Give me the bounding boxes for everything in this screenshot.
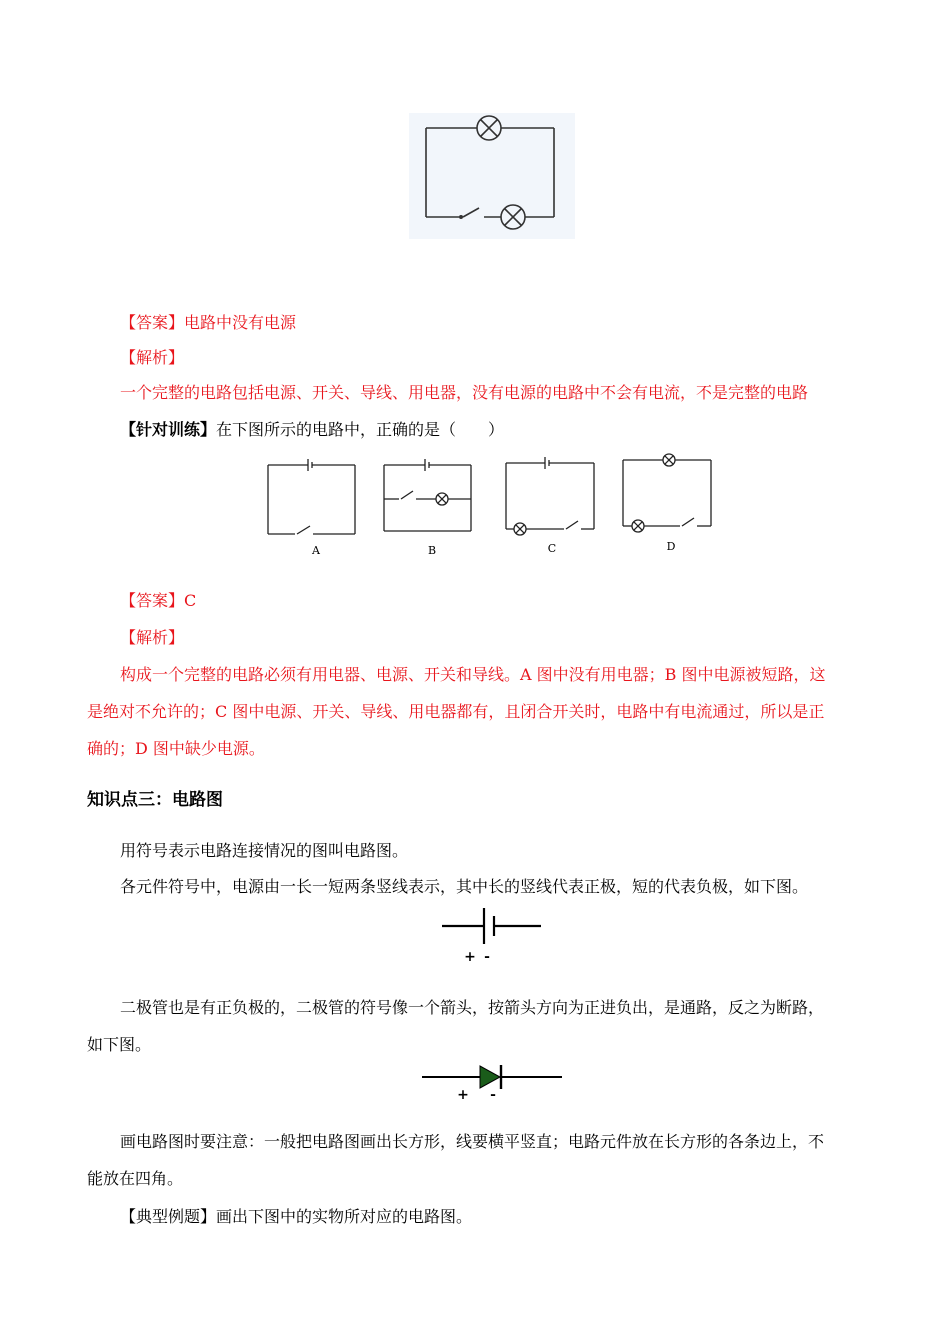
circuit-option-c (506, 457, 594, 535)
training-question (120, 419, 504, 441)
training-tag: 【针对训练】 (120, 420, 217, 439)
paragraph-drawing-rules-line-1: 画电路图时要注意：一般把电路图画出长方形，线要横平竖直；电路元件放在长方形的各条边上，不 (120, 1132, 825, 1151)
paragraph-diode-line-2: 如下图。 (87, 1035, 152, 1054)
diode-arrow (480, 1066, 500, 1088)
analysis-2-line-2: 是绝对不允许的；C 图中电源、开关、导线、用电器都有，且闭合开关时，电路中有电流通过，所以是正 (87, 702, 825, 721)
section-title: 知识点三：电路图 (87, 790, 223, 810)
example-question (120, 1206, 472, 1228)
analysis-2-line-1: 构成一个完整的电路必须有用电器、电源、开关和导线。A 图中没有用电器；B 图中电源被短路，这 (120, 665, 826, 684)
answer-2 (120, 590, 196, 612)
circuit-option-b (384, 459, 471, 531)
analysis-2-line-3: 确的；D 图中缺少电源。 (87, 739, 265, 758)
answer-2-tag: 【答案】 (120, 591, 185, 610)
diode-minus-label: - (490, 1087, 496, 1103)
option-label-c: C (547, 542, 557, 555)
analysis-1-tag: 【解析】 (120, 348, 185, 367)
battery-plus-label: + (464, 949, 476, 964)
circuit-option-a (268, 459, 355, 534)
example-text: 画出下图中的实物所对应的电路图。 (216, 1207, 473, 1226)
answer-2-text: C (184, 591, 197, 610)
circuit-option-d (623, 454, 711, 532)
option-label-a: A (312, 544, 320, 557)
circuit-figure-no-source (409, 113, 575, 239)
answer-1 (120, 312, 296, 334)
answer-1-text: 电路中没有电源 (184, 313, 297, 332)
battery-symbol (440, 906, 544, 964)
paragraph-circuit-diagram-definition: 用符号表示电路连接情况的图叫电路图。 (120, 841, 409, 860)
paragraph-drawing-rules-line-2: 能放在四角。 (87, 1169, 184, 1188)
battery-minus-label: - (484, 949, 490, 964)
training-text: 在下图所示的电路中，正确的是（ ） (216, 420, 505, 439)
analysis-1-text: 一个完整的电路包括电源、开关、导线、用电器，没有电源的电路中不会有电流，不是完整的电路 (120, 383, 809, 402)
option-label-d: D (666, 540, 676, 553)
paragraph-diode-line-1: 二极管也是有正负极的，二极管的符号像一个箭头，按箭头方向为正进负出，是通路，反之为断路， (120, 998, 825, 1017)
analysis-2-tag: 【解析】 (120, 628, 185, 647)
diode-plus-label: + (457, 1087, 469, 1103)
paragraph-battery-symbol: 各元件符号中，电源由一长一短两条竖线表示，其中长的竖线代表正极，短的代表负极，如下图。 (120, 877, 809, 896)
option-label-b: B (427, 544, 437, 557)
answer-1-tag: 【答案】 (120, 313, 185, 332)
diode-symbol (420, 1062, 565, 1104)
option-circuits (255, 448, 725, 560)
example-tag: 【典型例题】 (120, 1207, 217, 1226)
